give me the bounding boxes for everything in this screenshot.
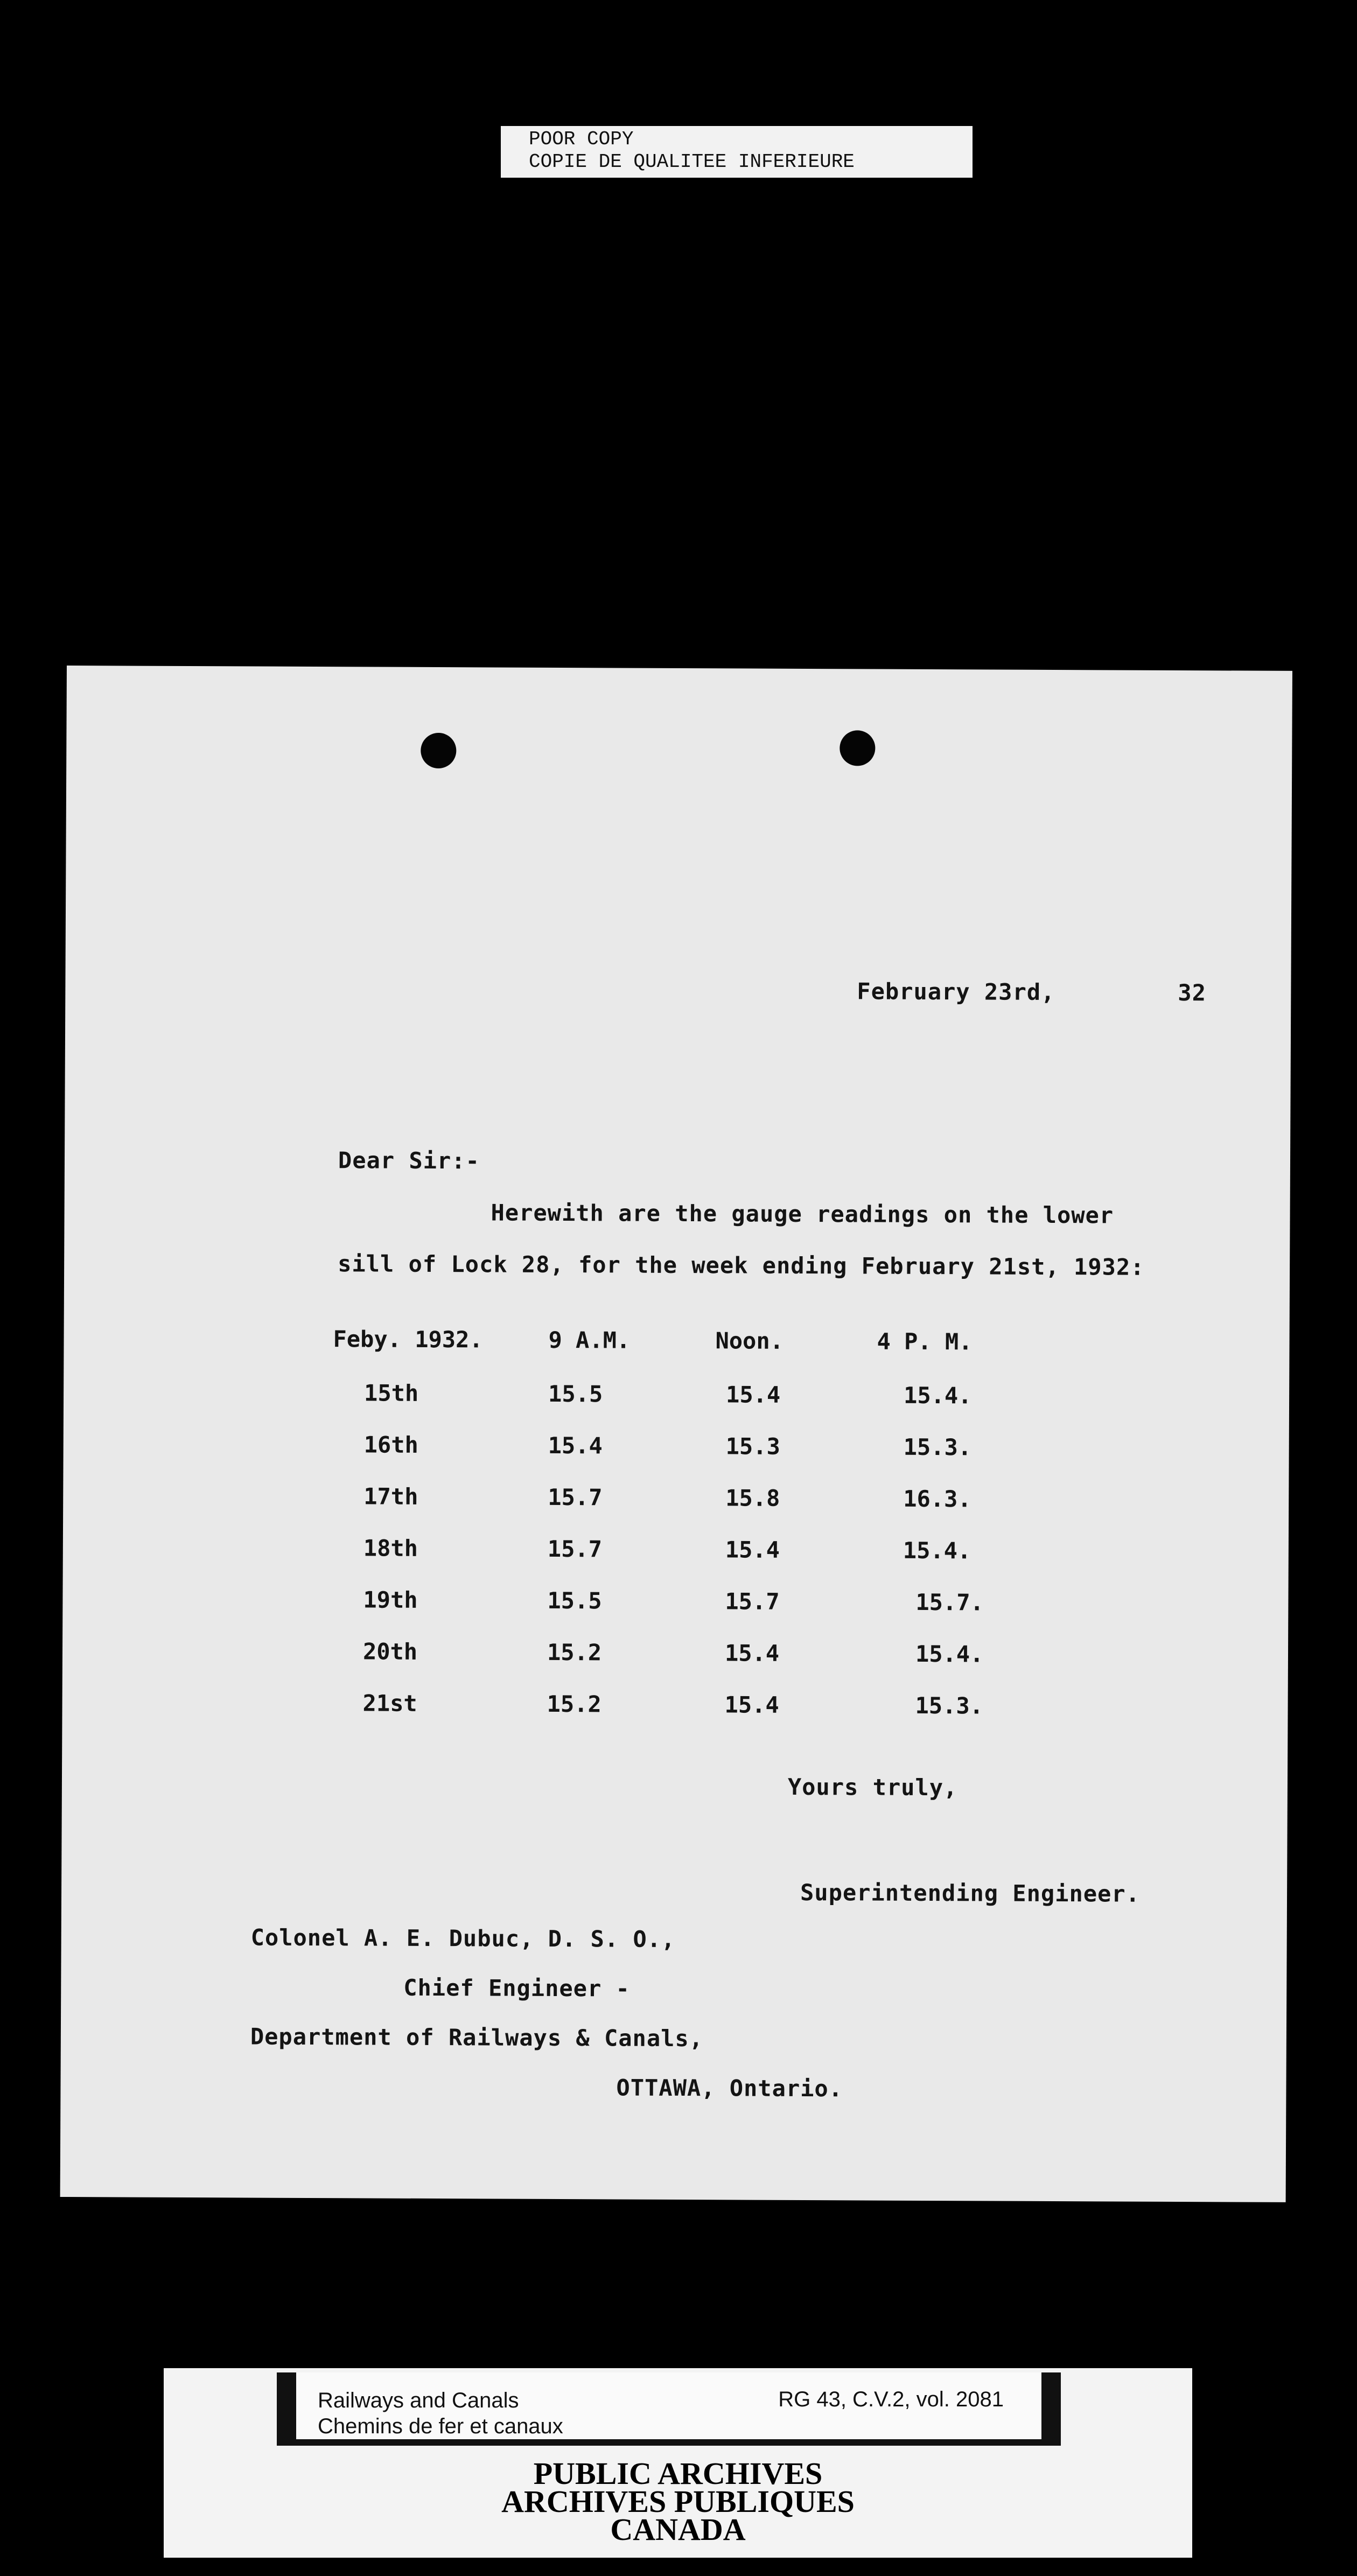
table-row (332, 1586, 1016, 1641)
punch-hole-left (421, 733, 456, 768)
letter-page (60, 666, 1292, 2202)
reading-4pm: 15.4. (903, 1382, 972, 1409)
table-row (332, 1431, 1016, 1486)
archive-source (318, 2388, 563, 2439)
table-header-row (333, 1326, 1017, 1383)
row-date: 17th (363, 1483, 418, 1510)
table-row (332, 1535, 1016, 1590)
archive-name-french: ARCHIVES PUBLIQUES (501, 2484, 855, 2519)
row-date: 18th (363, 1535, 418, 1562)
reading-noon: 15.8 (725, 1485, 780, 1511)
reading-noon: 15.4 (725, 1381, 781, 1408)
recipient-name: Colonel A. E. Dubuc, D. S. O., (250, 1924, 676, 1952)
closing: Yours truly, (787, 1773, 958, 1801)
reading-9am: 15.7 (547, 1535, 603, 1563)
archive-reference-strip (277, 2372, 1061, 2446)
row-date: 19th (363, 1586, 418, 1613)
reading-noon: 15.4 (724, 1691, 779, 1718)
reading-4pm: 15.7. (915, 1588, 984, 1616)
reading-4pm: 15.3. (915, 1692, 984, 1719)
recipient-title: Chief Engineer - (403, 1974, 630, 2002)
header-noon: Noon. (715, 1327, 784, 1354)
recipient-department: Department of Railways & Canals, (250, 2023, 704, 2052)
reading-9am: 15.5 (548, 1380, 603, 1408)
row-date: 15th (364, 1380, 419, 1406)
source-french: Chemins de fer et canaux (318, 2414, 563, 2438)
reading-noon: 15.4 (724, 1640, 780, 1667)
body-line-2: sill of Lock 28, for the week ending February 21st, 1932: (338, 1250, 1145, 1280)
header-date: Feby. 1932. (333, 1326, 483, 1353)
reading-9am: 15.7 (548, 1483, 603, 1511)
letter-date-year: 32 (1178, 979, 1207, 1006)
signature-title: Superintending Engineer. (800, 1879, 1141, 1907)
reading-4pm: 15.4. (903, 1537, 971, 1564)
reading-4pm: 15.4. (915, 1640, 984, 1668)
table-row (332, 1483, 1016, 1538)
reading-noon: 15.4 (725, 1536, 780, 1563)
poor-copy-text: POOR COPY (529, 128, 634, 150)
poor-copy-text-french: COPIE DE QUALITEE INFERIEURE (529, 151, 855, 173)
header-9am: 9 A.M. (548, 1326, 631, 1354)
table-row (333, 1380, 1017, 1434)
reading-9am: 15.4 (548, 1432, 603, 1459)
archive-reference-number: RG 43, C.V.2, vol. 2081 (778, 2388, 1004, 2411)
recipient-city: OTTAWA, Ontario. (616, 2074, 843, 2102)
reading-9am: 15.5 (547, 1587, 602, 1614)
row-date: 21st (362, 1690, 417, 1717)
row-date: 16th (363, 1431, 418, 1458)
gauge-readings-table (331, 1326, 1017, 1745)
header-4pm: 4 P. M. (877, 1328, 973, 1355)
reading-4pm: 15.3. (903, 1433, 972, 1461)
body-line-1: Herewith are the gauge readings on the lower (491, 1199, 1114, 1229)
row-date: 20th (362, 1638, 418, 1665)
poor-copy-label (501, 126, 973, 178)
archive-name-country: CANADA (610, 2512, 746, 2547)
reading-4pm: 16.3. (903, 1485, 971, 1513)
source-english: Railways and Canals (318, 2389, 519, 2412)
letter-date: February 23rd, (857, 978, 1055, 1006)
salutation: Dear Sir:- (338, 1147, 480, 1174)
reading-noon: 15.3 (725, 1433, 780, 1460)
archive-name (164, 2456, 1192, 2547)
punch-hole-right (840, 730, 875, 766)
reading-noon: 15.7 (725, 1588, 780, 1615)
reading-9am: 15.2 (547, 1690, 601, 1718)
archive-reference-card (164, 2368, 1192, 2558)
table-row (332, 1638, 1016, 1693)
table-row (331, 1690, 1015, 1745)
reading-9am: 15.2 (547, 1639, 602, 1666)
archive-name-english: PUBLIC ARCHIVES (533, 2456, 823, 2491)
